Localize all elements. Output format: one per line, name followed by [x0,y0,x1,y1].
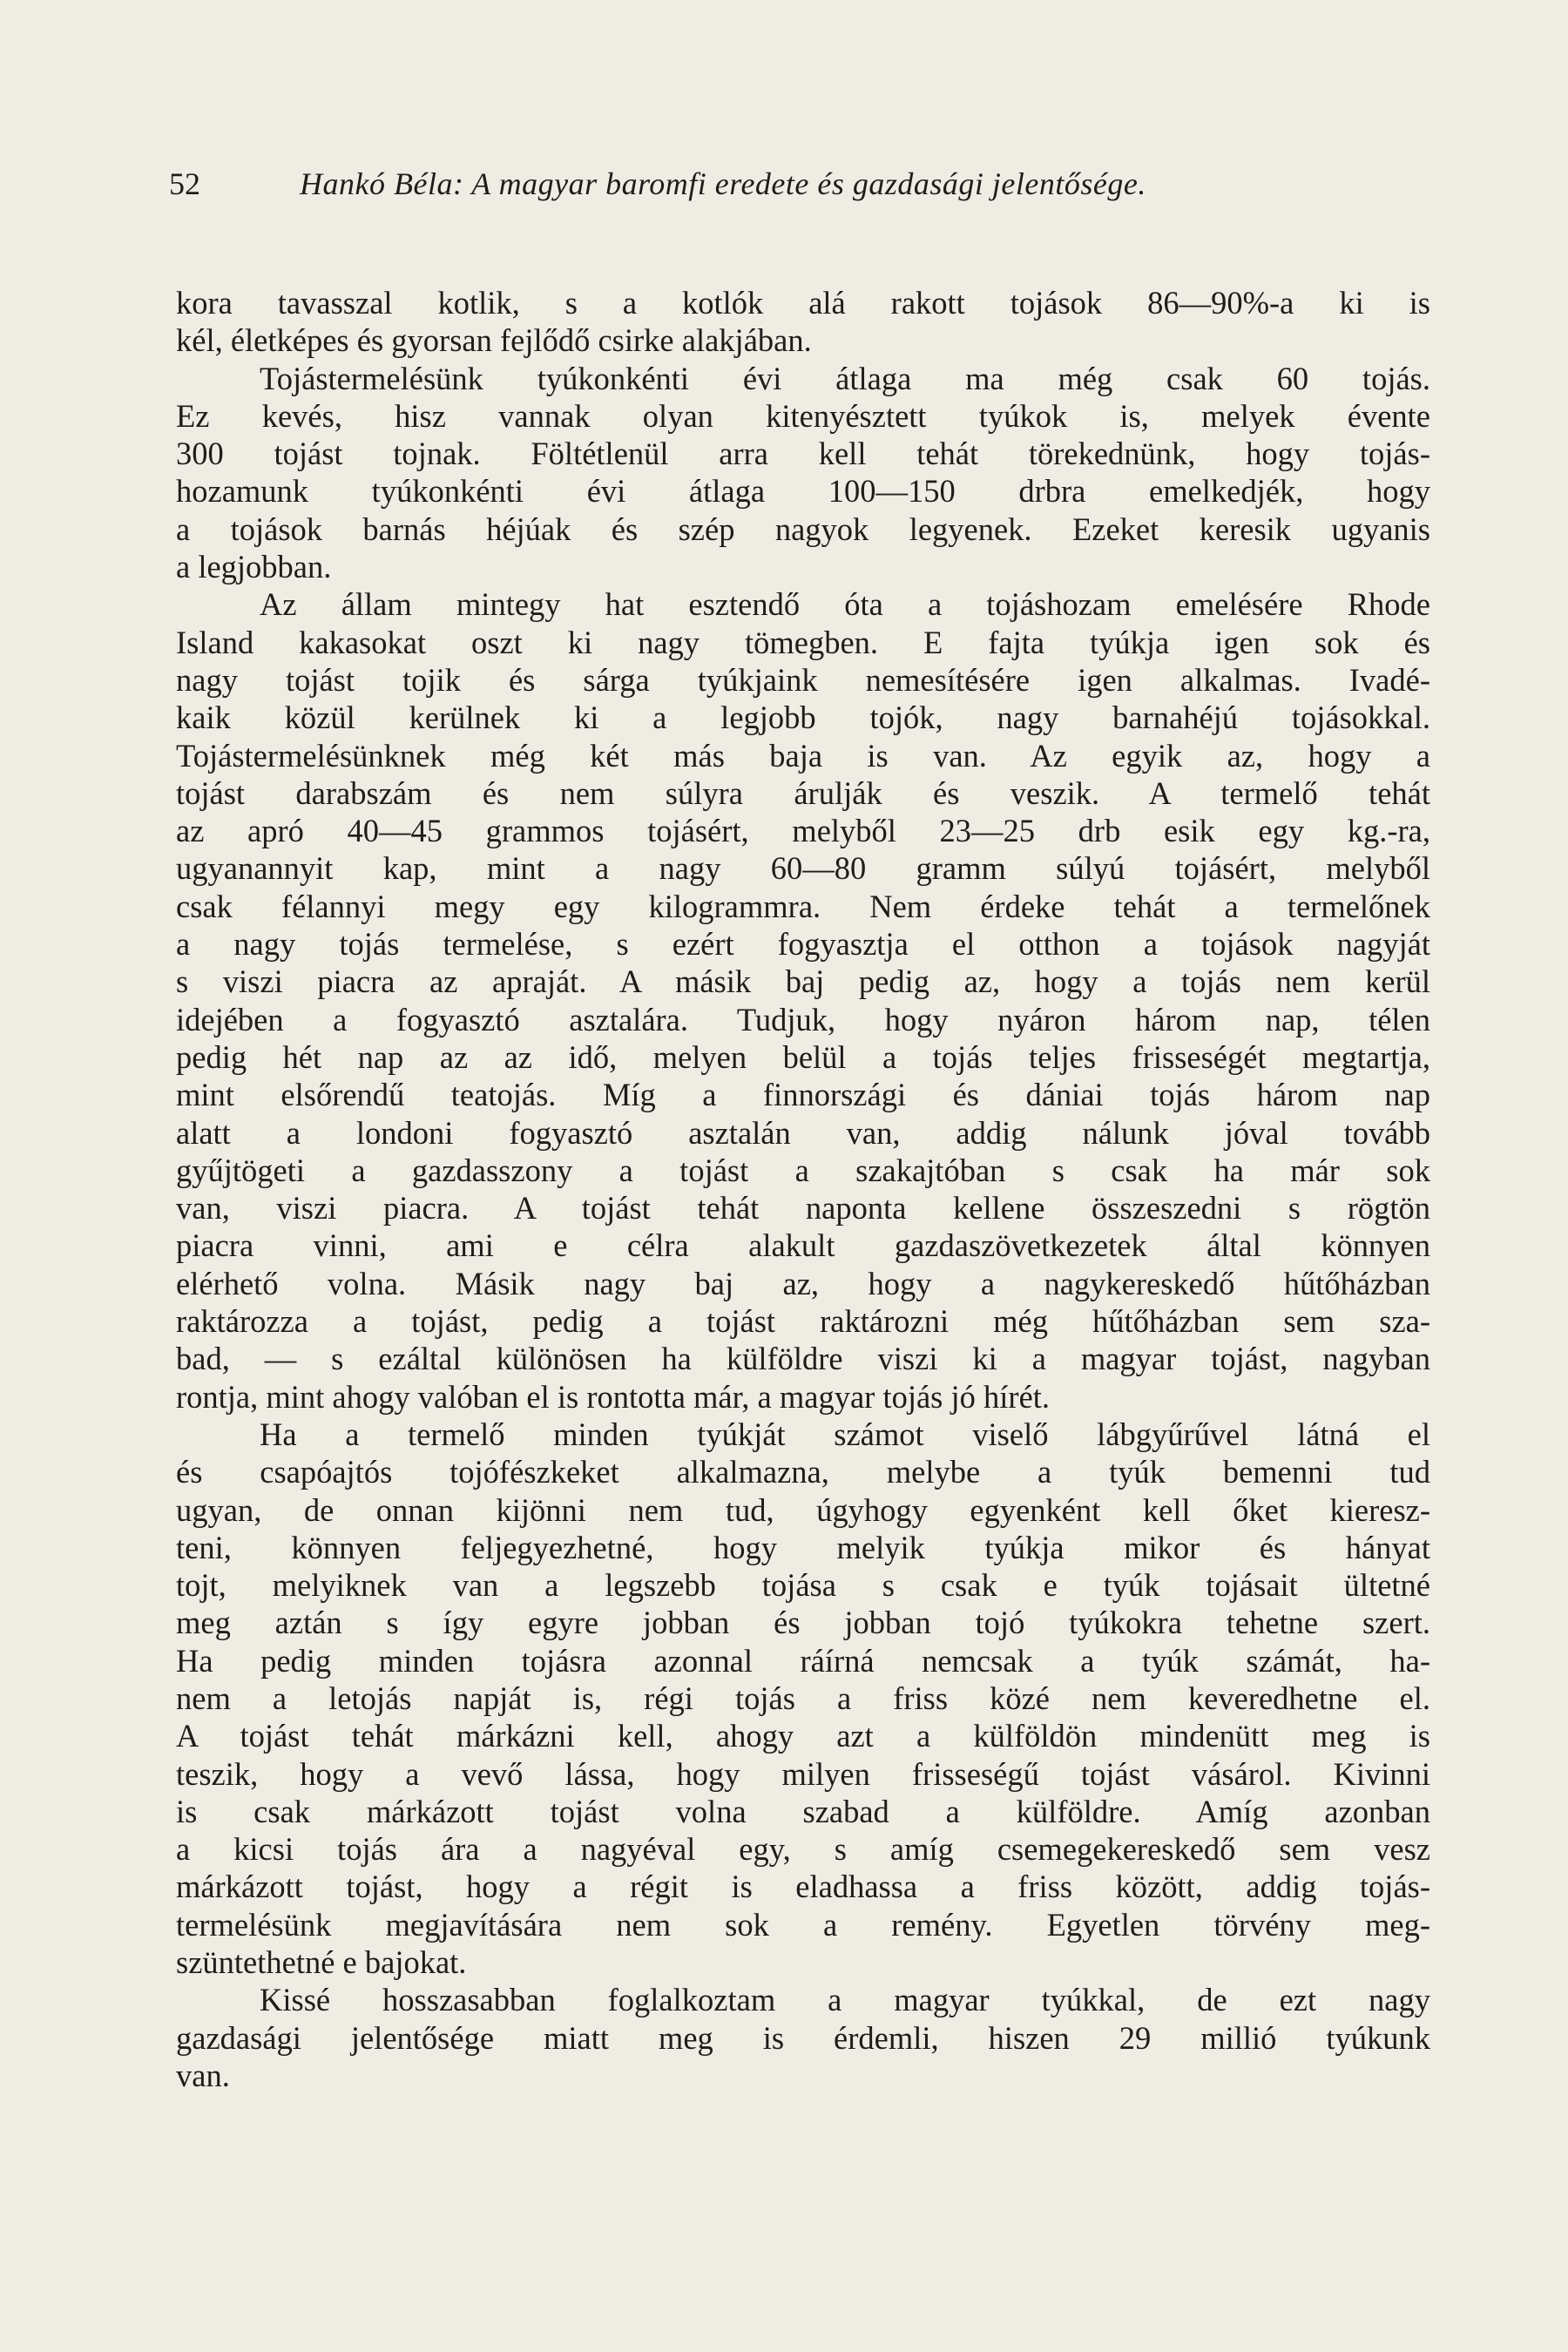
text-line: 300 tojást tojnak. Föltétlenül arra kell tehát törekednünk, hogy tojás- [176,436,1430,472]
text-line: van, viszi piacra. A tojást tehát naponta kellene összeszedni s rögtön [176,1190,1430,1227]
text-line: tojt, melyiknek van a legszebb tojása s csak e tyúk tojásait ültetné [176,1567,1430,1604]
text-line: van. [176,2057,230,2093]
text-line: a tojások barnás héjúak és szép nagyok legyenek. Ezeket keresik ugyanis [176,510,1430,547]
text-line: Kissé hosszasabban foglalkoztam a magyar tyúkkal, de ezt nagy [260,1982,1430,2018]
text-line: rontja, mint ahogy valóban el is rontotta már, a magyar tojás jó hírét. [176,1378,1051,1415]
page-header [169,162,1432,206]
text-line: gyűjtögeti a gazdasszony a tojást a szakajtóban s csak ha már sok [176,1152,1430,1188]
text-line: s viszi piacra az apraját. A másik baj pedig az, hogy a tojás nem kerül [176,963,1430,1000]
text-line: hozamunk tyúkonkénti évi átlaga 100—150 drbra emelkedjék, hogy [176,473,1430,510]
text-line: mint elsőrendű teatojás. Míg a finnországi és dániai tojás három nap [176,1077,1430,1113]
text-line: Island kakasokat oszt ki nagy tömegben. E fajta tyúkja igen sok és [176,624,1430,660]
text-line: piacra vinni, ami e célra alakult gazdaszövetkezetek által könnyen [176,1227,1430,1264]
text-line: gazdasági jelentősége miatt meg is érdemli, hiszen 29 millió tyúkunk [176,2019,1430,2056]
text-line: meg aztán s így egyre jobban és jobban tojó tyúkokra tehetne szert. [176,1605,1430,1641]
text-line: pedig hét nap az az idő, melyen belül a tojás teljes frisseségét megtartja, [176,1038,1430,1075]
text-line: Ha pedig minden tojásra azonnal ráírná nemcsak a tyúk számát, ha- [176,1642,1430,1679]
text-line: teszik, hogy a vevő lássa, hogy milyen frisseségű tojást vásárol. Kivinni [176,1755,1430,1792]
text-line: kora tavasszal kotlik, s a kotlók alá rakott tojások 86—90%-a ki is [176,285,1430,321]
text-line: tojást darabszám és nem súlyra árulják és veszik. A termelő tehát [176,774,1430,811]
text-line: márkázott tojást, hogy a régit is eladhassa a friss között, addig tojás- [176,1869,1430,1905]
text-line: teni, könnyen feljegyezhetné, hogy melyik tyúkja mikor és hányat [176,1529,1430,1565]
text-line: szüntethetné e bajokat. [176,1944,467,1981]
text-line: alatt a londoni fogyasztó asztalán van, addig nálunk jóval tovább [176,1114,1430,1151]
text-line: termelésünk megjavítására nem sok a remény. Egyetlen törvény meg- [176,1906,1430,1943]
page-number: 52 [169,166,200,201]
text-line: bad, — s ezáltal különösen ha külföldre viszi ki a magyar tojást, nagyban [176,1341,1430,1377]
text-line: Az állam mintegy hat esztendő óta a tojáshozam emelésére Rhode [260,586,1430,623]
text-line: Ha a termelő minden tyúkját számot viselő lábgyűrűvel látná el [260,1416,1430,1452]
text-line: elérhető volna. Másik nagy baj az, hogy a nagykereskedő hűtőházban [176,1265,1430,1301]
text-line: A tojást tehát márkázni kell, ahogy azt a külföldön mindenütt meg is [176,1718,1430,1754]
text-line: a nagy tojás termelése, s ezért fogyasztja el otthon a tojások nagyját [176,926,1430,963]
running-title: Hankó Béla: A magyar baromfi eredete és gazdasági jelentősége. [300,166,1146,201]
text-line: a legjobban. [176,549,332,585]
body-text [176,284,1430,2094]
text-line: a kicsi tojás ára a nagyéval egy, s amíg csemegekereskedő sem vesz [176,1831,1430,1868]
text-line: Ez kevés, hisz vannak olyan kitenyésztett tyúkok is, melyek évente [176,397,1430,434]
text-line: kaik közül kerülnek ki a legjobb tojók, nagy barnahéjú tojásokkal. [176,700,1430,736]
text-line: idejében a fogyasztó asztalára. Tudjuk, hogy nyáron három nap, télen [176,1001,1430,1037]
text-line: az apró 40—45 grammos tojásért, melyből 23—25 drb esik egy kg.-ra, [176,813,1430,849]
text-line: kél, életképes és gyorsan fejlődő csirke alakjában. [176,322,812,359]
text-line: ugyan, de onnan kijönni nem tud, úgyhogy egyenként kell őket kieresz- [176,1491,1430,1528]
text-line: Tojástermelésünknek még két más baja is van. Az egyik az, hogy a [176,737,1430,774]
text-line: nem a letojás napját is, régi tojás a friss közé nem keveredhetne el. [176,1680,1430,1716]
text-line: is csak márkázott tojást volna szabad a külföldre. Amíg azonban [176,1793,1430,1829]
text-line: raktározza a tojást, pedig a tojást raktározni még hűtőházban sem sza- [176,1303,1430,1340]
text-line: ugyanannyit kap, mint a nagy 60—80 gramm súlyú tojásért, melyből [176,850,1430,887]
text-line: és csapóajtós tojófészkeket alkalmazna, melybe a tyúk bemenni tud [176,1454,1430,1490]
text-line: nagy tojást tojik és sárga tyúkjaink nemesítésére igen alkalmas. Ivadé- [176,661,1430,698]
text-line: Tojástermelésünk tyúkonkénti évi átlaga ma még csak 60 tojás. [260,360,1430,396]
text-line: csak félannyi megy egy kilogrammra. Nem érdeke tehát a termelőnek [176,888,1430,924]
